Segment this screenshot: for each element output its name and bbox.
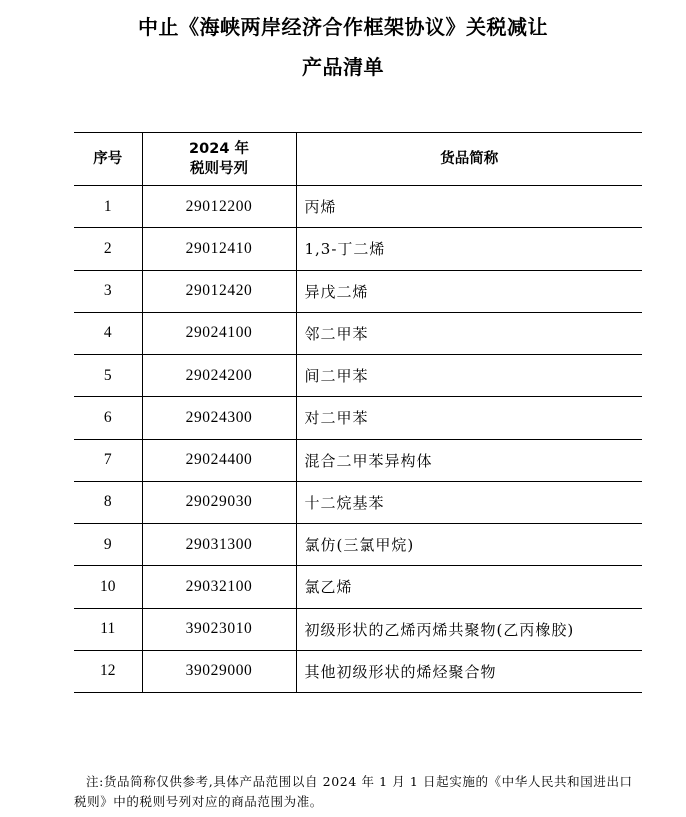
row-tariff-code: 39023010 — [142, 608, 296, 650]
row-seq: 2 — [74, 228, 142, 270]
row-tariff-code: 29032100 — [142, 566, 296, 608]
row-seq: 7 — [74, 439, 142, 481]
header-tariff-code — [142, 133, 296, 186]
header-product-name: 货品简称 — [296, 133, 642, 186]
document-title: 中止《海峡两岸经济合作框架协议》关税减让 — [138, 15, 548, 39]
table-row — [74, 566, 642, 608]
row-product-name: 其他初级形状的烯烃聚合物 — [296, 650, 642, 692]
row-product-name: 混合二甲苯异构体 — [296, 439, 642, 481]
table-row — [74, 650, 642, 692]
row-tariff-code: 29029030 — [142, 481, 296, 523]
row-product-name: 邻二甲苯 — [296, 312, 642, 354]
header-seq: 序号 — [74, 133, 142, 186]
row-tariff-code: 29024200 — [142, 355, 296, 397]
row-seq: 4 — [74, 312, 142, 354]
table-row — [74, 355, 642, 397]
row-product-name: 1,3-丁二烯 — [296, 228, 642, 270]
footnote: 注:货品简称仅供参考,具体产品范围以自 2024 年 1 月 1 日起实施的《中华人民共和国进出口税则》中的税则号列对应的商品范围为准。 — [74, 774, 633, 809]
row-seq: 8 — [74, 481, 142, 523]
row-tariff-code: 29024100 — [142, 312, 296, 354]
row-product-name: 丙烯 — [296, 186, 642, 228]
row-product-name: 氯乙烯 — [296, 566, 642, 608]
row-product-name: 异戊二烯 — [296, 270, 642, 312]
row-product-name: 对二甲苯 — [296, 397, 642, 439]
table-row — [74, 524, 642, 566]
table-row — [74, 312, 642, 354]
row-tariff-code: 29024300 — [142, 397, 296, 439]
table-row — [74, 439, 642, 481]
row-seq: 12 — [74, 650, 142, 692]
row-tariff-code: 29012410 — [142, 228, 296, 270]
document-subtitle: 产品清单 — [302, 55, 384, 79]
row-product-name: 间二甲苯 — [296, 355, 642, 397]
table-row — [74, 608, 642, 650]
header-code-label: 税则号列 — [190, 161, 248, 177]
table-row — [74, 397, 642, 439]
table-body — [74, 186, 642, 693]
row-seq: 9 — [74, 524, 142, 566]
product-list-table — [74, 132, 642, 693]
table-row — [74, 481, 642, 523]
table-row — [74, 228, 642, 270]
row-seq: 5 — [74, 355, 142, 397]
row-tariff-code: 39029000 — [142, 650, 296, 692]
row-seq: 3 — [74, 270, 142, 312]
row-seq: 6 — [74, 397, 142, 439]
table-row — [74, 270, 642, 312]
table-header — [74, 133, 642, 186]
row-seq: 11 — [74, 608, 142, 650]
row-product-name: 初级形状的乙烯丙烯共聚物(乙丙橡胶) — [296, 608, 642, 650]
row-product-name: 氯仿(三氯甲烷) — [296, 524, 642, 566]
row-tariff-code: 29031300 — [142, 524, 296, 566]
row-seq: 1 — [74, 186, 142, 228]
row-tariff-code: 29012420 — [142, 270, 296, 312]
table-row — [74, 186, 642, 228]
row-product-name: 十二烷基苯 — [296, 481, 642, 523]
row-tariff-code: 29012200 — [142, 186, 296, 228]
header-row — [74, 133, 642, 186]
row-seq: 10 — [74, 566, 142, 608]
row-tariff-code: 29024400 — [142, 439, 296, 481]
header-code-year: 2024 年 — [189, 141, 249, 157]
